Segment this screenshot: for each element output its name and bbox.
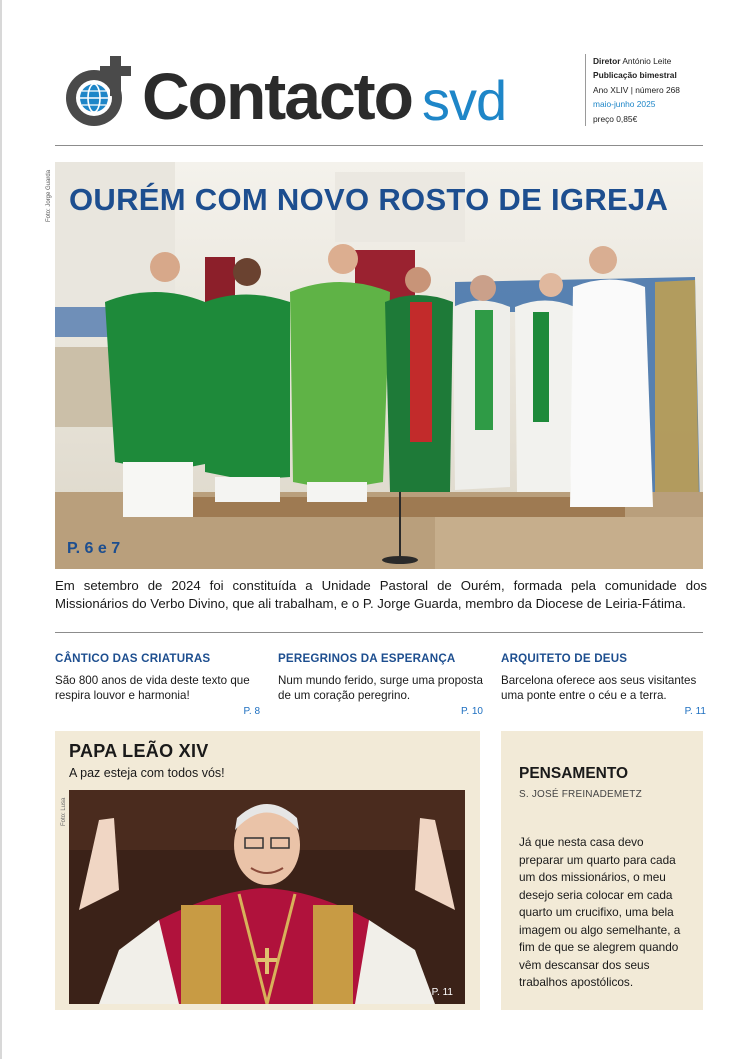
logo-svd: svd <box>422 69 507 132</box>
hero-photo-credit: Foto: Jorge Guarda <box>46 169 52 222</box>
teaser-text: Barcelona oferece aos seus visitantes uma ponte entre o céu e a terra. <box>501 674 697 702</box>
teaser-title: CÂNTICO DAS CRIATURAS <box>55 652 211 665</box>
issue-number: Ano XLIV | número 268 <box>593 84 680 95</box>
teaser-page: P. 11 <box>684 706 706 717</box>
svd-globe-cross-icon <box>60 54 140 134</box>
teaser-title: ARQUITETO DE DEUS <box>501 652 628 665</box>
issue-info <box>585 54 715 126</box>
director-label: Diretor <box>593 56 621 66</box>
papa-subtitle: A paz esteja com todos vós! <box>69 766 225 780</box>
papa-illustration <box>69 790 465 1004</box>
hero-page-ref[interactable]: P. 6 e 7 <box>67 540 121 557</box>
teaser-text: São 800 anos de vida deste texto que respira louvor e harmonia! <box>55 674 250 702</box>
pensamento-title: PENSAMENTO <box>519 765 629 782</box>
hero-caption: Em setembro de 2024 foi constituída a Unidade Pastoral de Ourém, formada pela comunidade dos Missionários do Verbo Divino, que ali trabalham, e o P. Jorge Guarda, membro da Diocese de Leiria-Fátima. <box>55 578 707 611</box>
hero-illustration <box>55 162 703 569</box>
hero-photo[interactable] <box>55 162 703 569</box>
papa-leao-box[interactable] <box>55 731 480 1010</box>
pensamento-quote: Já que nesta casa devo preparar um quarto para cada um dos missionários, o meu desejo seria colocar em cada quarto um crucifixo, uma bela imagem ou algo semelhante, a fim de que se alegrem quando vêm descansar dos seus trabalhos apostólicos. <box>519 835 681 989</box>
pensamento-author: S. JOSÉ FREINADEMETZ <box>519 789 642 800</box>
teaser-arquiteto[interactable] <box>501 652 706 717</box>
logo-wordmark: Contacto <box>142 59 412 133</box>
pensamento-box <box>501 731 703 1010</box>
hero-headline: OURÉM COM NOVO ROSTO DE IGREJA <box>69 182 669 217</box>
issue-price: preço 0,85€ <box>593 113 638 124</box>
masthead-divider <box>55 145 703 146</box>
papa-photo[interactable] <box>69 790 465 1004</box>
papa-photo-credit: Foto: Lusa <box>61 797 67 826</box>
issue-date: maio-junho 2025 <box>593 99 656 110</box>
papa-page: P. 11 <box>431 987 453 998</box>
masthead-logo[interactable] <box>60 54 520 134</box>
teaser-cantico[interactable] <box>55 652 260 717</box>
teaser-peregrinos[interactable] <box>278 652 483 717</box>
papa-title: PAPA LEÃO XIV <box>69 741 209 761</box>
teaser-page: P. 10 <box>460 706 483 717</box>
publication-frequency: Publicação bimestral <box>593 70 677 81</box>
director-name: António Leite <box>622 56 672 66</box>
teaser-title: PEREGRINOS DA ESPERANÇA <box>278 652 456 665</box>
teaser-page: P. 8 <box>243 706 260 717</box>
teaser-divider <box>55 632 703 633</box>
teaser-text: Num mundo ferido, surge uma proposta de um coração peregrino. <box>278 674 483 702</box>
